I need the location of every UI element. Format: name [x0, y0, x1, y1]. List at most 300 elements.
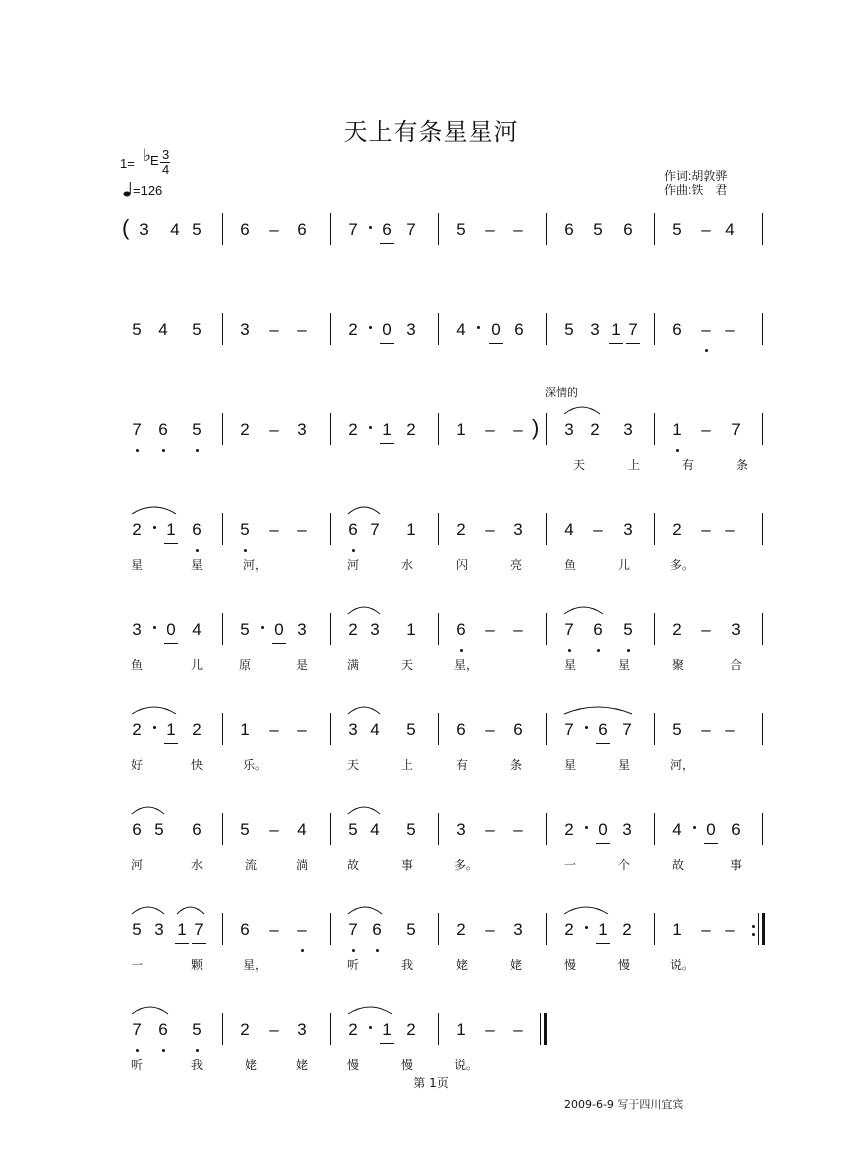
bar-line	[330, 1013, 331, 1045]
lyric-char: 流	[244, 858, 257, 872]
jianpu-note: 5	[623, 620, 633, 639]
low-octave-dot	[627, 649, 630, 652]
dash-note: –	[485, 920, 495, 939]
dash-note: –	[701, 920, 711, 939]
jianpu-note: 6	[731, 820, 741, 839]
jianpu-note: 6	[456, 620, 466, 639]
lyric-char: 我	[400, 958, 413, 972]
bar-line	[546, 713, 547, 745]
lyric-char: 是	[295, 658, 308, 672]
lyric-char: 慢	[346, 1058, 359, 1072]
bar-line	[438, 313, 439, 345]
jianpu-note: 3	[154, 920, 164, 939]
dash-note: –	[593, 520, 603, 539]
notation-row	[120, 913, 770, 973]
notation-row	[120, 213, 770, 273]
jianpu-note: 5	[240, 820, 250, 839]
lyric-char: 上	[627, 458, 640, 472]
jianpu-note: 7	[731, 420, 741, 439]
lyric-char: 星	[130, 558, 143, 572]
jianpu-note: 3	[623, 520, 633, 539]
jianpu-note: 4	[725, 220, 735, 239]
bar-line	[330, 913, 331, 945]
key-prefix: 1=	[120, 156, 135, 171]
bar-line	[222, 1013, 223, 1045]
dash-note: –	[269, 220, 279, 239]
jianpu-note: 1	[382, 1020, 392, 1039]
lyric-char: 快	[190, 758, 203, 772]
jianpu-note: 6	[348, 520, 358, 539]
lyric-char: 听	[130, 1058, 143, 1072]
eighth-underline	[164, 643, 178, 644]
dash-note: –	[725, 720, 735, 739]
bar-line	[546, 913, 547, 945]
lyric-char: 上	[400, 758, 413, 772]
low-octave-dot	[597, 649, 600, 652]
jianpu-note: 3	[564, 420, 574, 439]
bar-line	[330, 713, 331, 745]
jianpu-note: 5	[406, 920, 416, 939]
jianpu-note: 2	[348, 420, 358, 439]
lyric-char: 水	[400, 558, 413, 572]
jianpu-note: 2	[564, 820, 574, 839]
eighth-underline	[626, 343, 640, 344]
jianpu-note: 3	[139, 220, 149, 239]
aug-dot	[477, 326, 480, 329]
jianpu-note: 4	[297, 820, 307, 839]
dash-note: –	[485, 820, 495, 839]
lyric-char: 有	[455, 758, 468, 772]
dash-note: –	[513, 1020, 523, 1039]
lyricist-credit: 作词:胡敦骅	[664, 169, 728, 183]
jianpu-note: 6	[593, 620, 603, 639]
jianpu-note: 6	[192, 520, 202, 539]
jianpu-note: 7	[370, 520, 380, 539]
jianpu-note: 2	[406, 1020, 416, 1039]
bar-line	[330, 613, 331, 645]
jianpu-note: 7	[406, 220, 416, 239]
jianpu-note: 7	[132, 420, 142, 439]
low-octave-dot	[196, 1049, 199, 1052]
jianpu-note: 4	[158, 320, 168, 339]
jianpu-note: 5	[348, 820, 358, 839]
jianpu-note: 6	[192, 820, 202, 839]
slur-mark	[563, 903, 609, 915]
bar-line	[762, 413, 763, 445]
bar-line	[438, 1013, 439, 1045]
lyric-char: 姥	[295, 1058, 308, 1072]
slur-mark	[347, 503, 381, 515]
jianpu-note: 2	[672, 620, 682, 639]
jianpu-note: 6	[240, 220, 250, 239]
jianpu-note: 2	[348, 1020, 358, 1039]
jianpu-note: 7	[194, 920, 204, 939]
low-octave-dot	[162, 449, 165, 452]
jianpu-note: 4	[564, 520, 574, 539]
dash-note: –	[269, 720, 279, 739]
bar-line	[438, 813, 439, 845]
eighth-underline	[489, 343, 503, 344]
bar-line	[654, 513, 655, 545]
jianpu-note: 3	[370, 620, 380, 639]
jianpu-note: 1	[166, 520, 176, 539]
lyric-char: 合	[729, 658, 742, 672]
jianpu-note: 3	[456, 820, 466, 839]
slur-mark	[131, 503, 177, 515]
bar-line	[438, 913, 439, 945]
dash-note: –	[269, 820, 279, 839]
notation-row	[120, 713, 770, 773]
repeat-dot	[752, 925, 755, 928]
dash-note: –	[297, 320, 307, 339]
lyric-char: 满	[346, 658, 359, 672]
jianpu-note: 7	[622, 720, 632, 739]
jianpu-note: 7	[132, 1020, 142, 1039]
low-octave-dot	[244, 549, 247, 552]
dash-note: –	[485, 220, 495, 239]
jianpu-note: 7	[628, 320, 638, 339]
eighth-underline	[164, 543, 178, 544]
jianpu-note: 4	[672, 820, 682, 839]
lyric-char: 姥	[244, 1058, 257, 1072]
bar-line	[762, 513, 763, 545]
time-sig-top: 3	[162, 147, 170, 162]
jianpu-note: 0	[491, 320, 501, 339]
lyric-char: 儿	[617, 558, 630, 572]
time-sig-bottom: 4	[162, 162, 170, 177]
key-letter: E	[150, 153, 159, 168]
jianpu-note: 7	[564, 720, 574, 739]
bar-line	[546, 213, 547, 245]
lyric-char: 鱼	[130, 658, 143, 672]
slur-mark	[131, 703, 177, 715]
lyric-char: 天	[400, 658, 413, 672]
eighth-underline	[609, 343, 623, 344]
eighth-underline	[164, 743, 178, 744]
dash-note: –	[485, 520, 495, 539]
jianpu-note: 1	[240, 720, 250, 739]
lyric-char: 水	[190, 858, 203, 872]
composition-date: 2009-6-9 写于四川宜宾	[564, 1098, 684, 1111]
lyric-char: 个	[617, 858, 630, 872]
jianpu-note: 2	[672, 520, 682, 539]
lyric-char: 星	[190, 558, 203, 572]
dash-note: –	[513, 820, 523, 839]
low-octave-dot	[162, 1049, 165, 1052]
slur-mark	[347, 703, 381, 715]
bar-line	[654, 413, 655, 445]
lyric-char: 聚	[671, 658, 684, 672]
lyric-char: 河	[130, 858, 143, 872]
jianpu-note: 1	[611, 320, 621, 339]
eighth-underline	[380, 243, 394, 244]
bar-line	[222, 813, 223, 845]
lyric-char: 鱼	[563, 558, 576, 572]
low-octave-dot	[676, 449, 679, 452]
notation-row	[120, 613, 770, 673]
jianpu-note: 6	[623, 220, 633, 239]
notation-row	[120, 1013, 770, 1073]
jianpu-note: 3	[240, 320, 250, 339]
jianpu-note: 2	[590, 420, 600, 439]
aug-dot	[369, 326, 372, 329]
jianpu-note: 5	[192, 320, 202, 339]
lyric-char: 亮	[509, 558, 522, 572]
bar-line	[654, 313, 655, 345]
eighth-underline	[175, 943, 189, 944]
jianpu-note: 6	[372, 920, 382, 939]
page-number: 第 1页	[413, 1076, 449, 1090]
tempo-mark	[123, 181, 162, 198]
jianpu-note: 1	[456, 420, 466, 439]
jianpu-note: 1	[456, 1020, 466, 1039]
aug-dot	[369, 1026, 372, 1029]
eighth-underline	[380, 1043, 394, 1044]
slur-mark	[347, 903, 383, 915]
slur-mark	[347, 803, 381, 815]
dash-note: –	[485, 1020, 495, 1039]
jianpu-note: 4	[192, 620, 202, 639]
jianpu-note: 7	[564, 620, 574, 639]
bar-line	[222, 613, 223, 645]
eighth-underline	[192, 943, 206, 944]
aug-dot	[153, 626, 156, 629]
low-octave-dot	[568, 649, 571, 652]
dash-note: –	[297, 520, 307, 539]
dash-note: –	[725, 320, 735, 339]
dash-note: –	[513, 620, 523, 639]
bar-line	[330, 813, 331, 845]
bar-line	[762, 213, 763, 245]
dash-note: –	[725, 920, 735, 939]
slur-mark	[347, 1003, 393, 1015]
jianpu-note: 3	[513, 520, 523, 539]
bar-line	[438, 513, 439, 545]
slur-mark	[563, 403, 601, 415]
jianpu-note: 2	[622, 920, 632, 939]
lyric-char: 说。	[670, 958, 695, 972]
jianpu-note: 0	[382, 320, 392, 339]
eighth-underline	[596, 743, 610, 744]
dash-note: –	[725, 520, 735, 539]
bar-line	[438, 413, 439, 445]
jianpu-note: 1	[672, 420, 682, 439]
jianpu-note: 2	[456, 920, 466, 939]
jianpu-note: 2	[564, 920, 574, 939]
notation-row	[120, 513, 770, 573]
dash-note: –	[269, 920, 279, 939]
lyric-char: 我	[190, 1058, 203, 1072]
jianpu-note: 5	[192, 420, 202, 439]
jianpu-note: 3	[590, 320, 600, 339]
jianpu-note: 3	[132, 620, 142, 639]
bar-line	[546, 513, 547, 545]
dash-note: –	[701, 520, 711, 539]
bar-line	[762, 813, 763, 845]
repeat-dot	[752, 933, 755, 936]
jianpu-note: 3	[297, 1020, 307, 1039]
bar-line	[546, 813, 547, 845]
jianpu-note: 6	[240, 920, 250, 939]
eighth-underline	[380, 343, 394, 344]
jianpu-note: 5	[154, 820, 164, 839]
eighth-underline	[596, 843, 610, 844]
lyric-char: 条	[735, 458, 748, 472]
jianpu-note: 2	[240, 1020, 250, 1039]
slur-mark	[131, 1003, 169, 1015]
quarter-note-icon	[123, 181, 133, 197]
jianpu-note: 5	[406, 720, 416, 739]
bar-line	[222, 313, 223, 345]
bar-line	[654, 213, 655, 245]
dash-note: –	[269, 1020, 279, 1039]
dash-note: –	[269, 320, 279, 339]
bar-line	[546, 413, 547, 445]
lyric-char: 一	[563, 858, 576, 872]
lyric-char: 儿	[190, 658, 203, 672]
low-octave-dot	[301, 949, 304, 952]
dash-note: –	[701, 220, 711, 239]
lyric-char: 慢	[563, 958, 576, 972]
low-octave-dot	[460, 649, 463, 652]
eighth-underline	[704, 843, 718, 844]
bar-line	[540, 1013, 541, 1045]
lyric-char: 星	[563, 758, 576, 772]
lyric-char: 事	[400, 858, 413, 872]
eighth-underline	[272, 643, 286, 644]
expression-mark: 深情的	[545, 386, 578, 399]
lyric-char: 条	[509, 758, 522, 772]
jianpu-note: 7	[348, 920, 358, 939]
jianpu-note: 6	[297, 220, 307, 239]
jianpu-note: 6	[672, 320, 682, 339]
jianpu-note: 5	[192, 220, 202, 239]
bar-line	[222, 713, 223, 745]
jianpu-note: 5	[593, 220, 603, 239]
jianpu-note: 6	[382, 220, 392, 239]
jianpu-note: 6	[158, 420, 168, 439]
bar-line	[546, 613, 547, 645]
bar-line	[330, 413, 331, 445]
jianpu-note: 2	[406, 420, 416, 439]
lyric-char: 说。	[454, 1058, 479, 1072]
jianpu-note: 1	[177, 920, 187, 939]
low-octave-dot	[352, 949, 355, 952]
bar-line	[762, 313, 763, 345]
lyric-char: 姥	[509, 958, 522, 972]
lyric-char: 星，	[454, 658, 479, 672]
notation-row	[120, 313, 770, 373]
lyric-char: 姥	[455, 958, 468, 972]
aug-dot	[153, 526, 156, 529]
low-octave-dot	[136, 449, 139, 452]
aug-dot	[369, 226, 372, 229]
bar-line	[330, 213, 331, 245]
lyric-char: 故	[346, 858, 359, 872]
jianpu-note: 3	[406, 320, 416, 339]
lyric-char: 慢	[400, 1058, 413, 1072]
jianpu-note: 3	[513, 920, 523, 939]
jianpu-note: 5	[240, 520, 250, 539]
low-octave-dot	[196, 549, 199, 552]
bar-line	[762, 613, 763, 645]
dash-note: –	[513, 220, 523, 239]
lyric-char: 多。	[670, 558, 695, 572]
jianpu-note: 5	[240, 620, 250, 639]
bar-line	[222, 413, 223, 445]
lyric-char: 星	[617, 658, 630, 672]
notation-row	[120, 413, 770, 473]
jianpu-note: 5	[672, 220, 682, 239]
lyric-char: 好	[130, 758, 143, 772]
jianpu-note: 6	[564, 220, 574, 239]
lyric-char: 星	[617, 758, 630, 772]
bar-line	[762, 713, 763, 745]
dash-note: –	[701, 420, 711, 439]
jianpu-note: 1	[406, 620, 416, 639]
dash-note: –	[701, 320, 711, 339]
jianpu-note: 4	[370, 820, 380, 839]
final-bar-line	[762, 913, 765, 945]
jianpu-note: 7	[348, 220, 358, 239]
lyric-char: 星	[563, 658, 576, 672]
lyric-char: 淌	[295, 858, 308, 872]
lyric-char: 星，	[243, 958, 268, 972]
jianpu-note: 0	[598, 820, 608, 839]
jianpu-note: 5	[132, 920, 142, 939]
dash-note: –	[269, 520, 279, 539]
aug-dot	[153, 726, 156, 729]
jianpu-note: 1	[672, 920, 682, 939]
bar-line	[438, 613, 439, 645]
slur-mark	[131, 903, 165, 915]
jianpu-note: 5	[672, 720, 682, 739]
lyric-char: 故	[671, 858, 684, 872]
jianpu-note: 5	[456, 220, 466, 239]
bar-line	[222, 913, 223, 945]
lyric-char: 事	[729, 858, 742, 872]
aug-dot	[585, 726, 588, 729]
bar-line	[546, 313, 547, 345]
jianpu-note: 1	[406, 520, 416, 539]
slur-mark	[563, 603, 604, 615]
jianpu-note: 2	[456, 520, 466, 539]
jianpu-note: 3	[297, 420, 307, 439]
low-octave-dot	[705, 349, 708, 352]
dash-note: –	[269, 420, 279, 439]
jianpu-note: 0	[166, 620, 176, 639]
bar-line	[222, 513, 223, 545]
jianpu-note: 3	[731, 620, 741, 639]
bar-line	[654, 613, 655, 645]
aug-dot	[693, 826, 696, 829]
lyric-char: 一	[130, 958, 143, 972]
bar-line	[330, 313, 331, 345]
jianpu-note: 2	[132, 720, 142, 739]
song-title: 天上有条星星河	[343, 118, 519, 146]
slur-mark	[131, 803, 165, 815]
jianpu-note: 6	[132, 820, 142, 839]
open-paren: (	[122, 215, 130, 240]
jianpu-note: 2	[132, 520, 142, 539]
notation-row	[120, 813, 770, 873]
jianpu-note: 1	[166, 720, 176, 739]
jianpu-note: 4	[456, 320, 466, 339]
lyric-char: 河，	[670, 758, 695, 772]
lyric-char: 河，	[243, 558, 268, 572]
jianpu-note: 1	[382, 420, 392, 439]
aug-dot	[369, 426, 372, 429]
